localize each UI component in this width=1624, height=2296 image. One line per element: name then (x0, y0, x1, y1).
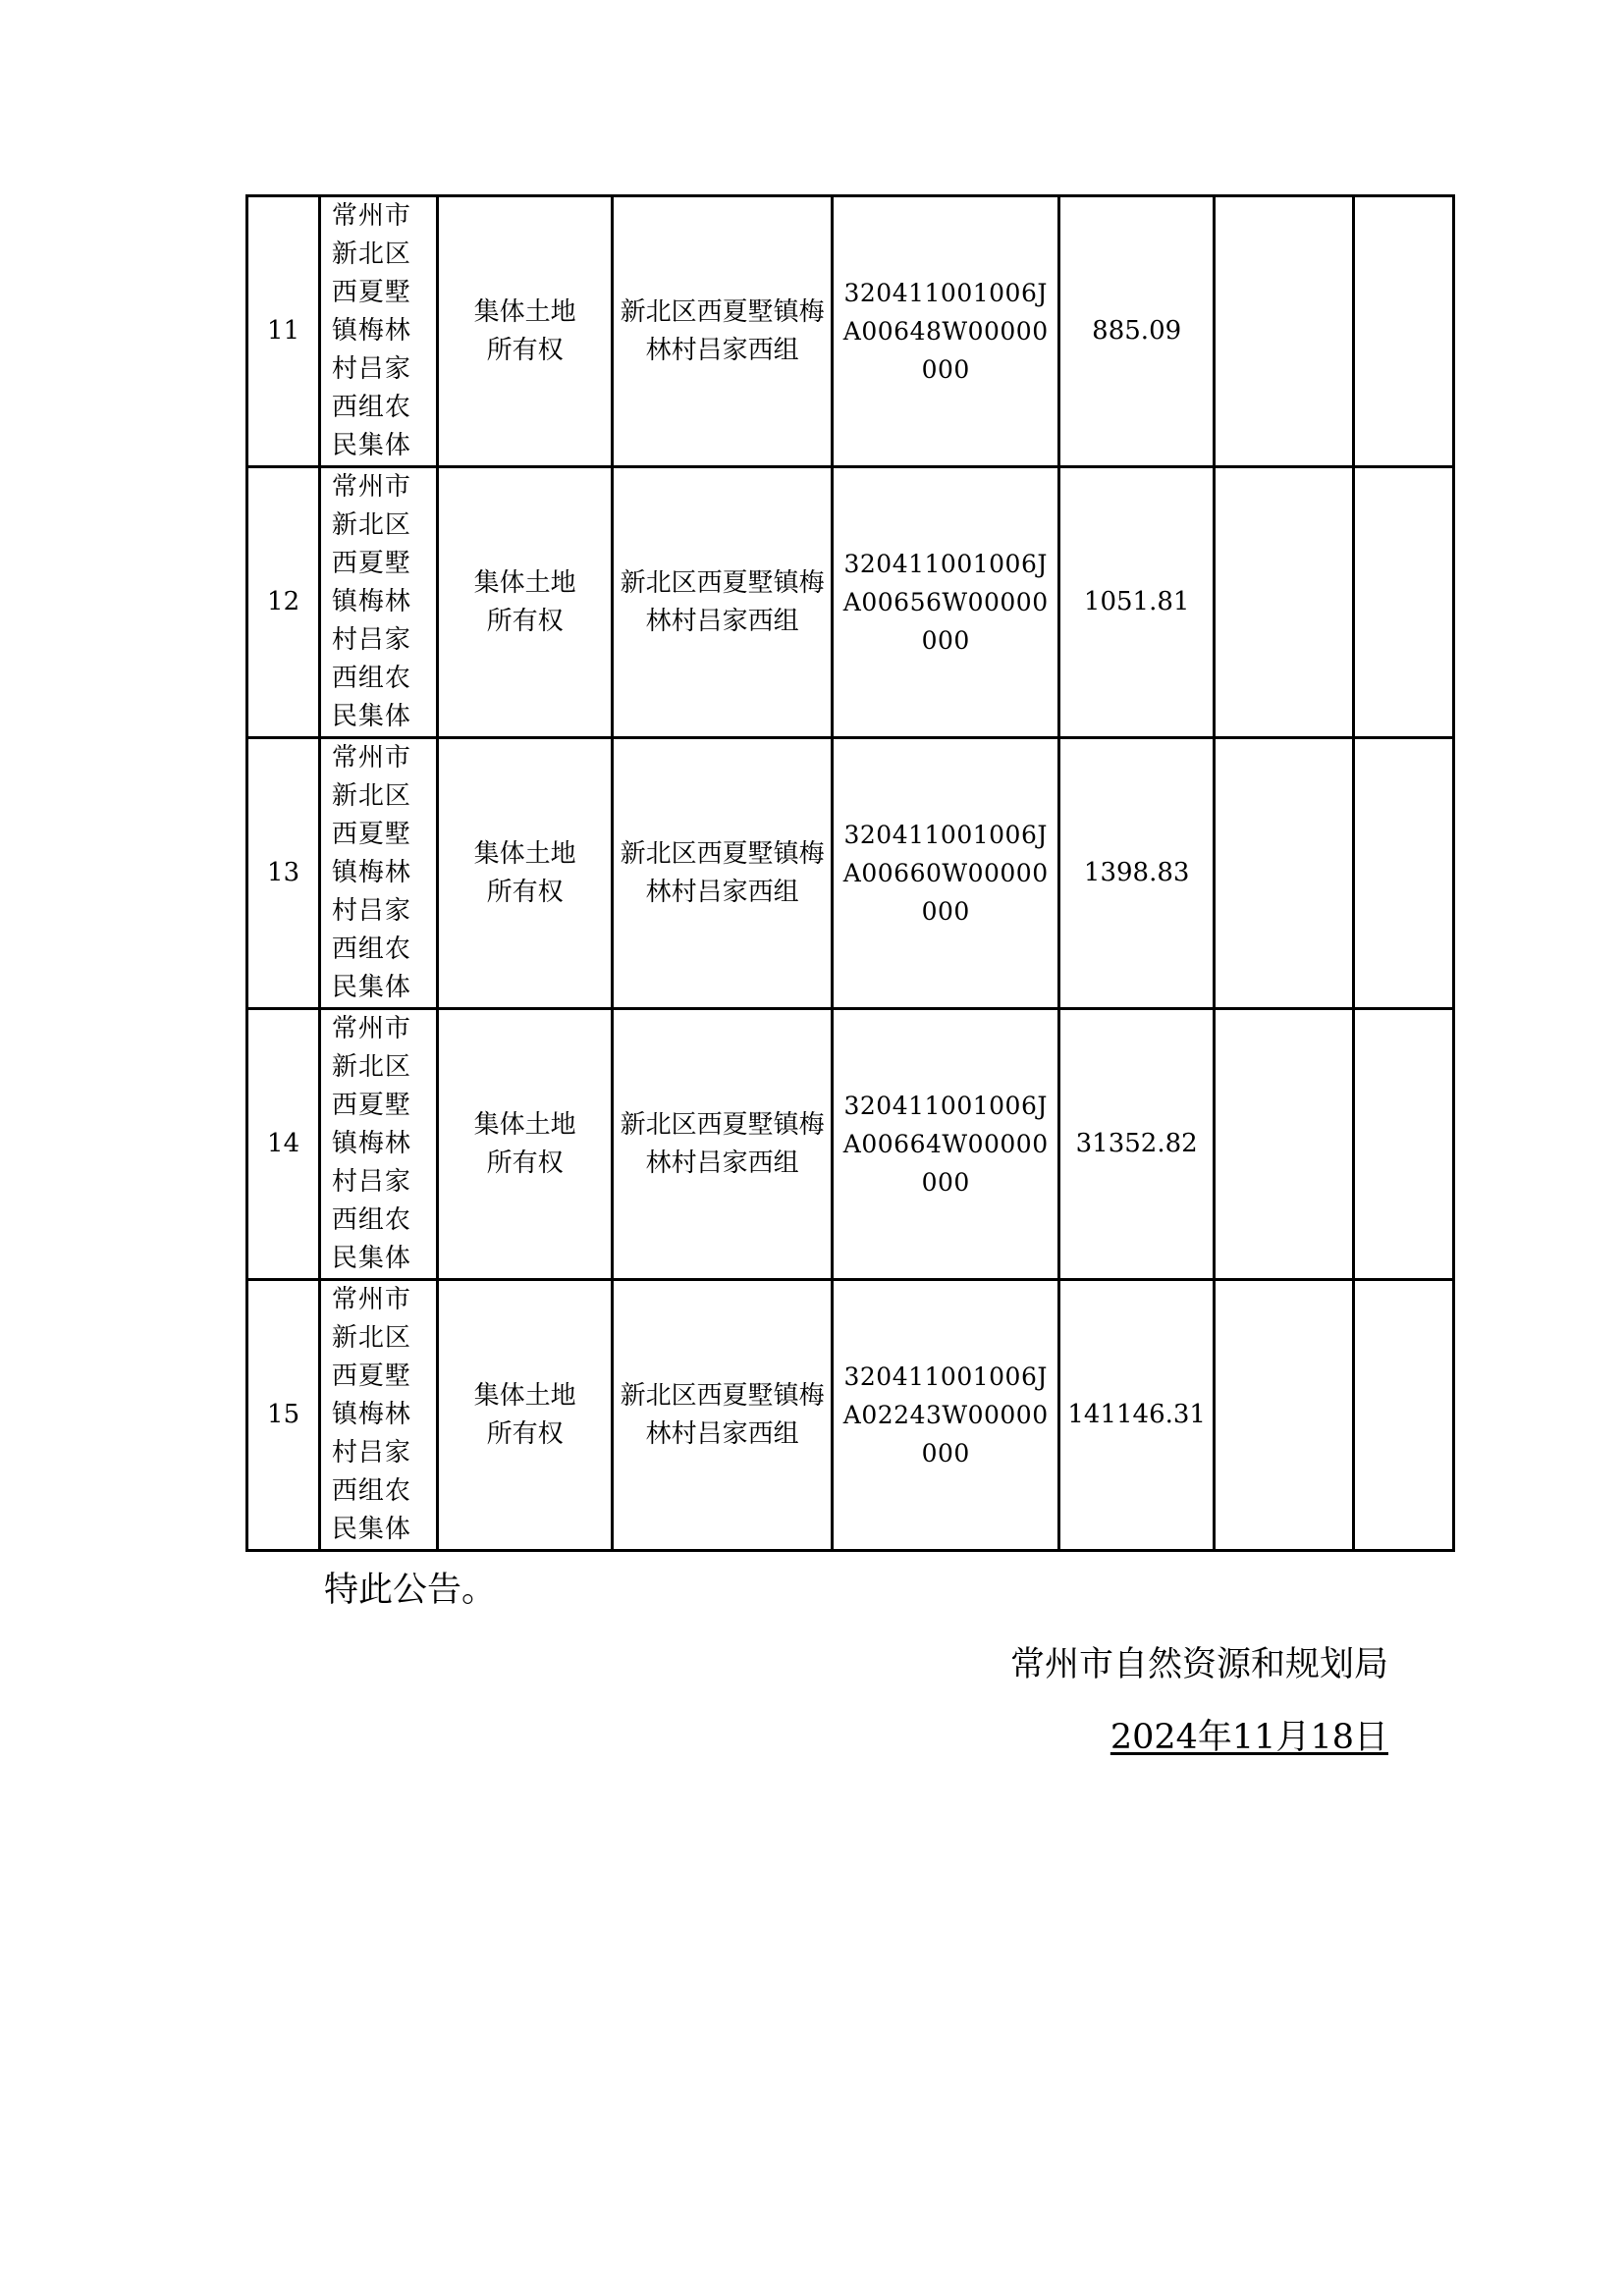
area-cell (1058, 1280, 1214, 1551)
issue-date: 2024年11月18日 (1110, 1718, 1388, 1757)
right-type-cell (438, 196, 612, 467)
row-index-cell (247, 1280, 320, 1551)
location: 新北区西夏墅镇梅林村吕家西组 (620, 1380, 825, 1449)
location-cell (612, 738, 833, 1009)
right-type-cell (438, 738, 612, 1009)
empty-cell (1215, 467, 1353, 738)
owner-cell (320, 196, 438, 467)
right-type: 集体土地所有权 (473, 296, 576, 365)
unit-code: 320411001006JA00664W00000000 (842, 1092, 1049, 1197)
area-cell (1058, 196, 1214, 467)
row-index-cell (247, 738, 320, 1009)
owner-cell (320, 1280, 438, 1551)
row-index: 15 (267, 1400, 300, 1429)
empty-cell (1353, 1280, 1453, 1551)
area-value: 141146.31 (1067, 1400, 1206, 1429)
right-type: 集体土地所有权 (473, 567, 576, 636)
right-type-cell (438, 1009, 612, 1280)
empty-cell (1215, 1280, 1353, 1551)
empty-cell (1215, 1009, 1353, 1280)
location: 新北区西夏墅镇梅林村吕家西组 (620, 296, 825, 365)
issuing-authority: 常州市自然资源和规划局 (1009, 1645, 1388, 1684)
area-value: 31352.82 (1075, 1129, 1198, 1158)
row-index: 13 (267, 858, 300, 887)
area-value: 1398.83 (1083, 858, 1190, 887)
unit-code: 320411001006JA02243W00000000 (842, 1362, 1049, 1468)
area-cell (1058, 1009, 1214, 1280)
area-cell (1058, 738, 1214, 1009)
unit-code-cell (833, 738, 1059, 1009)
area-value: 885.09 (1092, 316, 1182, 346)
owner-name: 常州市新北区西夏墅镇梅林村吕家西组农民集体 (331, 1014, 411, 1273)
location-cell (612, 1280, 833, 1551)
owner-cell (320, 467, 438, 738)
table-row (247, 738, 1454, 1009)
owner-cell (320, 1009, 438, 1280)
unit-code-cell (833, 196, 1059, 467)
table-row (247, 196, 1454, 467)
row-index-cell (247, 467, 320, 738)
location-cell (612, 467, 833, 738)
empty-cell (1353, 1009, 1453, 1280)
empty-cell (1353, 467, 1453, 738)
unit-code-cell (833, 467, 1059, 738)
location: 新北区西夏墅镇梅林村吕家西组 (620, 567, 825, 636)
area-value: 1051.81 (1083, 587, 1190, 616)
area-cell (1058, 467, 1214, 738)
right-type: 集体土地所有权 (473, 838, 576, 907)
unit-code: 320411001006JA00660W00000000 (842, 821, 1049, 926)
right-type: 集体土地所有权 (473, 1380, 576, 1449)
empty-cell (1215, 738, 1353, 1009)
empty-cell (1353, 196, 1453, 467)
location-cell (612, 196, 833, 467)
owner-name: 常州市新北区西夏墅镇梅林村吕家西组农民集体 (331, 201, 411, 460)
owner-name: 常州市新北区西夏墅镇梅林村吕家西组农民集体 (331, 743, 411, 1002)
row-index: 14 (267, 1129, 300, 1158)
right-type-cell (438, 467, 612, 738)
right-type: 集体土地所有权 (473, 1109, 576, 1178)
row-index-cell (247, 1009, 320, 1280)
unit-code: 320411001006JA00648W00000000 (842, 279, 1049, 384)
unit-code-cell (833, 1009, 1059, 1280)
unit-code: 320411001006JA00656W00000000 (842, 550, 1049, 655)
row-index: 11 (267, 316, 300, 346)
closing-statement: 特此公告。 (324, 1571, 497, 1610)
row-index: 12 (267, 587, 300, 616)
location-cell (612, 1009, 833, 1280)
land-rights-table (245, 194, 1455, 1552)
owner-cell (320, 738, 438, 1009)
table-body (247, 196, 1454, 1551)
owner-name: 常州市新北区西夏墅镇梅林村吕家西组农民集体 (331, 1285, 411, 1544)
unit-code-cell (833, 1280, 1059, 1551)
table-row (247, 1009, 1454, 1280)
owner-name: 常州市新北区西夏墅镇梅林村吕家西组农民集体 (331, 472, 411, 731)
location: 新北区西夏墅镇梅林村吕家西组 (620, 1109, 825, 1178)
location: 新北区西夏墅镇梅林村吕家西组 (620, 838, 825, 907)
table-row (247, 1280, 1454, 1551)
empty-cell (1353, 738, 1453, 1009)
right-type-cell (438, 1280, 612, 1551)
empty-cell (1215, 196, 1353, 467)
table-row (247, 467, 1454, 738)
row-index-cell (247, 196, 320, 467)
